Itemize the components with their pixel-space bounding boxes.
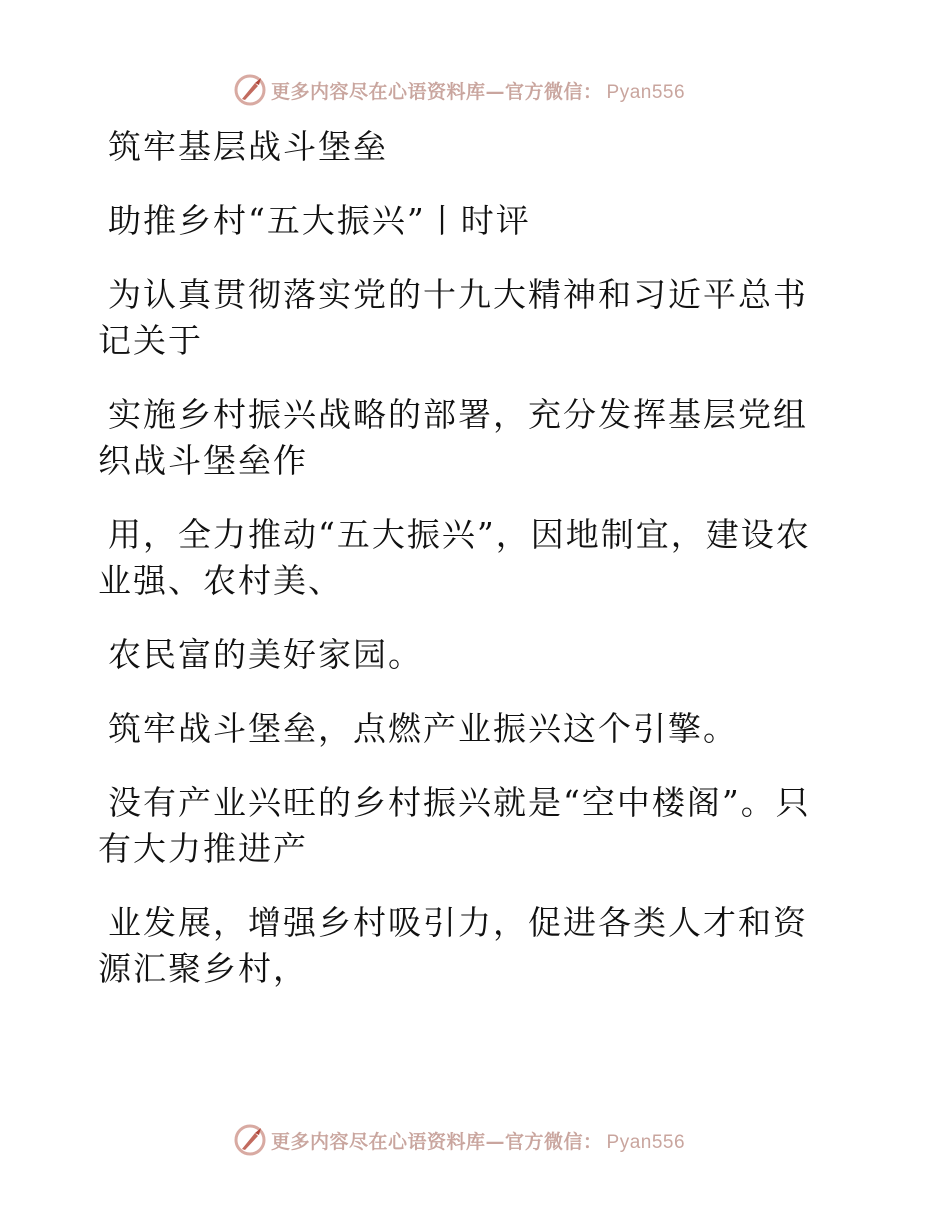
paragraph-1: 筑牢基层战斗堡垒 bbox=[108, 127, 388, 166]
watermark-account: Pyan556 bbox=[606, 81, 686, 103]
paragraph-9: 业发展，增强乡村吸引力，促进各类人才和资源汇聚乡村， bbox=[98, 903, 808, 988]
watermark-text: 更多内容尽在心语资料库—官方微信： Pyan556 bbox=[271, 80, 686, 103]
watermark-text: 更多内容尽在心语资料库—官方微信： Pyan556 bbox=[271, 1130, 686, 1153]
paragraph-3: 为认真贯彻落实党的十九大精神和习近平总书记关于 bbox=[98, 275, 808, 360]
paragraph-4: 实施乡村振兴战略的部署，充分发挥基层党组织战斗堡垒作 bbox=[98, 395, 808, 480]
paragraph-2: 助推乡村“五大振兴”丨时评 bbox=[108, 201, 531, 240]
footer-watermark bbox=[233, 1122, 685, 1158]
watermark-account: Pyan556 bbox=[606, 1131, 686, 1153]
header-watermark bbox=[233, 72, 685, 108]
paragraph-5: 用，全力推动“五大振兴”，因地制宜，建设农业强、农村美、 bbox=[98, 515, 811, 600]
quill-logo-icon bbox=[233, 73, 267, 107]
paragraph-6: 农民富的美好家园。 bbox=[108, 635, 423, 674]
quill-logo-icon bbox=[233, 1123, 267, 1157]
document-body bbox=[98, 124, 833, 1020]
paragraph-7: 筑牢战斗堡垒，点燃产业振兴这个引擎。 bbox=[108, 709, 738, 748]
paragraph-8: 没有产业兴旺的乡村振兴就是“空中楼阁”。只有大力推进产 bbox=[98, 783, 811, 868]
